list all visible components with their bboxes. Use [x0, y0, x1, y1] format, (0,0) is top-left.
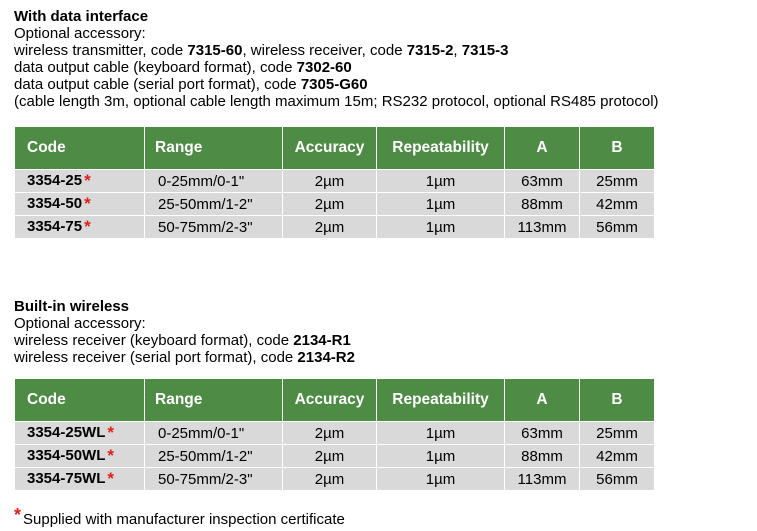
spec-table-data-interface: [14, 126, 655, 239]
accessory-code: 7315-60: [187, 42, 243, 59]
header-b: B: [580, 127, 655, 170]
product-code: 3354-25: [27, 172, 83, 189]
cell-a: 113mm: [505, 216, 580, 239]
table-row: [15, 193, 655, 216]
accessory-lines: [14, 315, 355, 366]
cell-range: 25-50mm/1-2": [145, 445, 283, 468]
header-range: Range: [145, 379, 283, 422]
accessory-text: Optional accessory:: [14, 25, 146, 42]
cell-repeatability: 1µm: [377, 445, 505, 468]
table-row: [15, 216, 655, 239]
header-code: Code: [15, 127, 145, 170]
cell-b: 56mm: [580, 216, 655, 239]
cell-a: 63mm: [505, 170, 580, 193]
cell-a: 63mm: [505, 422, 580, 445]
accessory-code: 2134-R2: [297, 349, 355, 366]
table-row: [15, 422, 655, 445]
certificate-asterisk: *: [107, 423, 114, 442]
cell-b: 42mm: [580, 445, 655, 468]
cell-a: 88mm: [505, 445, 580, 468]
footnote-text: Supplied with manufacturer inspection certificate: [23, 511, 345, 528]
accessory-line: [14, 315, 355, 332]
accessory-text: data output cable (serial port format), code: [14, 76, 301, 93]
section-heading: With data interface: [14, 8, 149, 25]
table-row: [15, 468, 655, 491]
accessory-code: 7305-G60: [300, 76, 368, 93]
header-code: Code: [15, 379, 145, 422]
certificate-asterisk: *: [107, 469, 114, 488]
cell-range: 0-25mm/0-1": [145, 170, 283, 193]
cell-repeatability: 1µm: [377, 193, 505, 216]
accessory-code: 7315-2: [406, 42, 454, 59]
accessory-text: data output cable (keyboard format), code: [14, 59, 297, 76]
certificate-asterisk: *: [14, 505, 22, 525]
cell-accuracy: 2µm: [283, 216, 377, 239]
accessory-line: [14, 59, 659, 76]
product-code: 3354-75: [27, 218, 83, 235]
cell-range: 50-75mm/2-3": [145, 468, 283, 491]
certificate-asterisk: *: [84, 171, 91, 190]
cell-a: 88mm: [505, 193, 580, 216]
accessory-code: 2134-R1: [293, 332, 351, 349]
cell-repeatability: 1µm: [377, 422, 505, 445]
cell-code: [15, 422, 145, 445]
certificate-asterisk: *: [107, 446, 114, 465]
header-a: A: [505, 127, 580, 170]
certificate-asterisk: *: [84, 194, 91, 213]
section-data-interface: [14, 8, 659, 110]
spec-table-built-in-wireless: [14, 378, 655, 491]
accessory-line: [14, 332, 355, 349]
accessory-code: 7302-60: [296, 59, 352, 76]
header-accuracy: Accuracy: [283, 127, 377, 170]
cell-b: 25mm: [580, 170, 655, 193]
header-repeatability: Repeatability: [377, 127, 505, 170]
table-row: [15, 170, 655, 193]
accessory-text: ,: [453, 42, 462, 59]
cell-a: 113mm: [505, 468, 580, 491]
cell-accuracy: 2µm: [283, 445, 377, 468]
product-code: 3354-75WL: [27, 470, 106, 487]
cell-accuracy: 2µm: [283, 468, 377, 491]
accessory-text: wireless receiver (serial port format), code: [14, 349, 298, 366]
header-a: A: [505, 379, 580, 422]
cell-code: [15, 170, 145, 193]
cell-repeatability: 1µm: [377, 170, 505, 193]
accessory-lines: [14, 25, 659, 110]
header-b: B: [580, 379, 655, 422]
table-header-row: [15, 379, 655, 422]
cell-code: [15, 468, 145, 491]
header-accuracy: Accuracy: [283, 379, 377, 422]
cell-b: 25mm: [580, 422, 655, 445]
accessory-line: [14, 25, 659, 42]
product-code: 3354-50: [27, 195, 83, 212]
section-built-in-wireless: [14, 298, 355, 366]
accessory-text: Optional accessory:: [14, 315, 146, 332]
table-row: [15, 445, 655, 468]
header-range: Range: [145, 127, 283, 170]
accessory-line: [14, 76, 659, 93]
certificate-asterisk: *: [84, 217, 91, 236]
cell-range: 25-50mm/1-2": [145, 193, 283, 216]
header-repeatability: Repeatability: [377, 379, 505, 422]
section-heading: Built-in wireless: [14, 298, 130, 315]
cell-accuracy: 2µm: [283, 422, 377, 445]
accessory-text: (cable length 3m, optional cable length maximum 15m; RS232 protocol, optional RS485 protocol): [14, 93, 659, 110]
cell-repeatability: 1µm: [377, 468, 505, 491]
cell-code: [15, 216, 145, 239]
table-header-row: [15, 127, 655, 170]
accessory-text: wireless transmitter, code: [14, 42, 188, 59]
cell-range: 50-75mm/2-3": [145, 216, 283, 239]
footnote: [14, 505, 345, 528]
accessory-code: 7315-3: [461, 42, 509, 59]
accessory-text: , wireless receiver, code: [242, 42, 407, 59]
accessory-line: [14, 93, 659, 110]
product-code: 3354-50WL: [27, 447, 106, 464]
cell-accuracy: 2µm: [283, 193, 377, 216]
accessory-text: wireless receiver (keyboard format), code: [14, 332, 294, 349]
cell-code: [15, 445, 145, 468]
cell-code: [15, 193, 145, 216]
cell-b: 56mm: [580, 468, 655, 491]
cell-range: 0-25mm/0-1": [145, 422, 283, 445]
cell-repeatability: 1µm: [377, 216, 505, 239]
product-code: 3354-25WL: [27, 424, 106, 441]
accessory-line: [14, 42, 659, 59]
accessory-line: [14, 349, 355, 366]
cell-accuracy: 2µm: [283, 170, 377, 193]
cell-b: 42mm: [580, 193, 655, 216]
